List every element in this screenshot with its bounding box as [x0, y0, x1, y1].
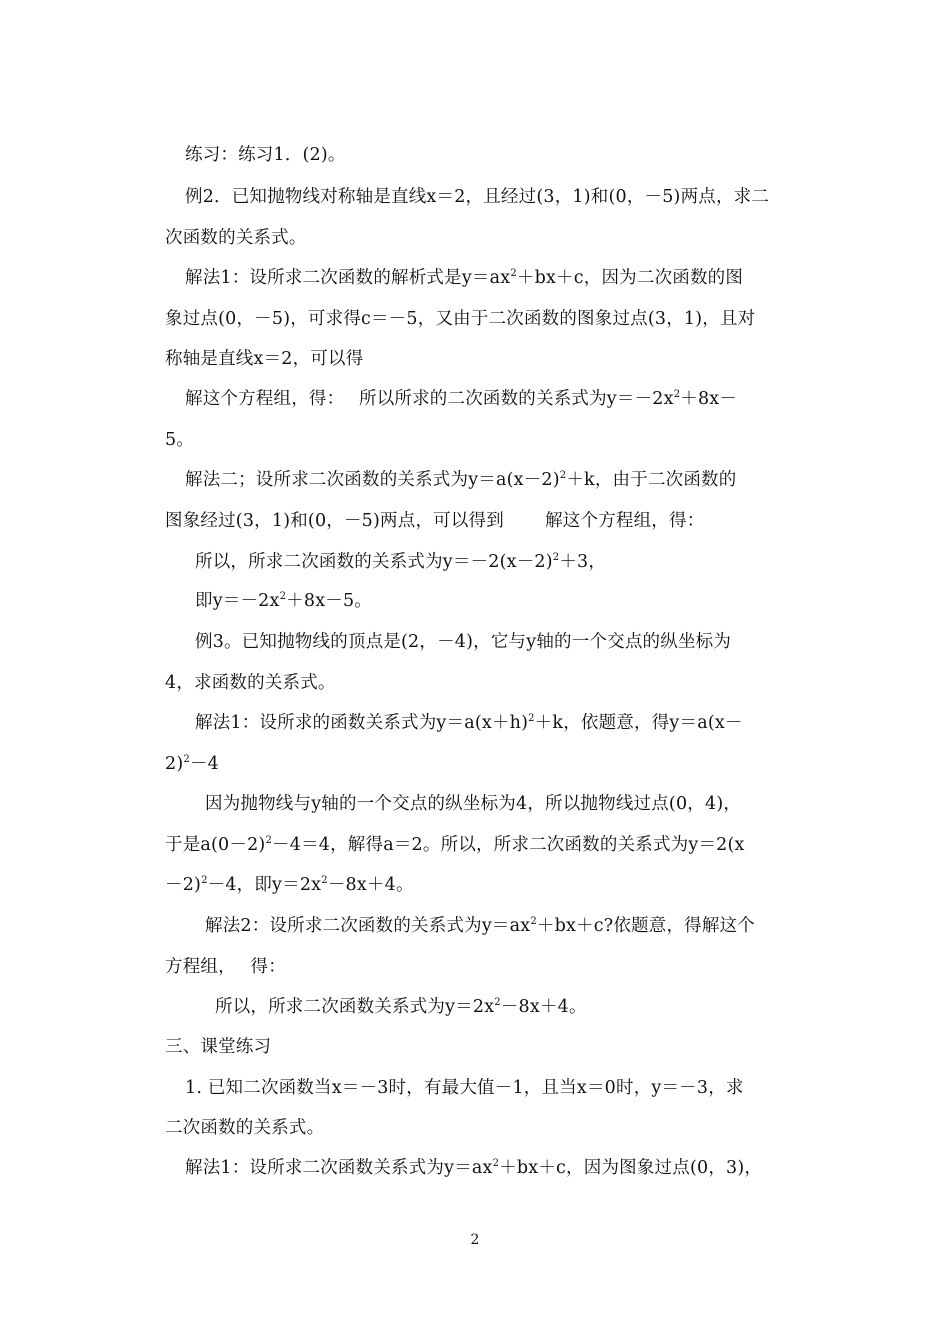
page-number: 2 [470, 1232, 480, 1248]
text-line: 所以，所求二次函数关系式为$y=2x^2-8x+4$。 [215, 997, 587, 1017]
text-line: 解这个方程组，得： 所以所求的二次函数的关系式为$y=-2x^2+8x-$ [185, 389, 738, 409]
text-line: 称轴是直线x＝2，可以得 [165, 349, 364, 369]
text-line: 练习：练习1．(2)。 [185, 145, 346, 165]
text-line: 即$y=-2x^2+8x-5$。 [195, 591, 372, 611]
section-heading: 三、课堂练习 [165, 1037, 272, 1057]
text-line: 象过点(0，－5)，可求得c＝－5，又由于二次函数的图象过点(3，1)，且对 [165, 309, 756, 329]
text-line: 次函数的关系式。 [165, 228, 307, 248]
text-line: 解法二；设所求二次函数的关系式为$y=a(x-2)^2+k$，由于二次函数的 [185, 470, 737, 490]
text-line: 二次函数的关系式。 [165, 1118, 325, 1138]
text-line: 图象经过(3，1)和(0，－5)两点，可以得到 解这个方程组，得： [165, 511, 705, 531]
text-line: 解法1：设所求的函数关系式为$y=a(x+h)^2+k$，依题意，得y＝a(x－ [195, 713, 743, 733]
text-line: 2)$^2$－4 [165, 754, 219, 774]
text-line: 解法1：设所求二次函数的解析式是$y=ax^2+bx+c$，因为二次函数的图 [185, 268, 744, 288]
text-line: 解法1：设所求二次函数关系式为$y=ax^2+bx+c$，因为图象过点(0，3)， [185, 1158, 763, 1178]
text-line: 解法2：设所求二次函数的关系式为$y=ax^2+bx+c$?依题意，得解这个 [205, 916, 755, 936]
text-line: 例2．已知抛物线对称轴是直线x＝2，且经过(3，1)和(0，－5)两点，求二 [185, 187, 770, 207]
text-line: －2)$^2$－4，即$y=2x^2-8x+4$。 [165, 875, 414, 895]
text-line: 5。 [165, 430, 195, 450]
text-line: 因为抛物线与y轴的一个交点的纵坐标为4，所以抛物线过点(0，4)， [205, 794, 742, 814]
text-line: 1. 已知二次函数当x＝－3时，有最大值－1，且当x＝0时，y＝－3，求 [185, 1078, 744, 1098]
text-line: 所以，所求二次函数的关系式为$y=-2(x-2)^2+3$， [195, 552, 607, 572]
text-line: 方程组， 得： [165, 957, 286, 977]
text-line: 4，求函数的关系式。 [165, 673, 336, 693]
text-line: 于是$a(0-2)^2-4=4$，解得a＝2。所以，所求二次函数的关系式为y＝2(x [165, 835, 745, 855]
text-line: 例3。已知抛物线的顶点是(2，－4)，它与y轴的一个交点的纵坐标为 [195, 632, 732, 652]
